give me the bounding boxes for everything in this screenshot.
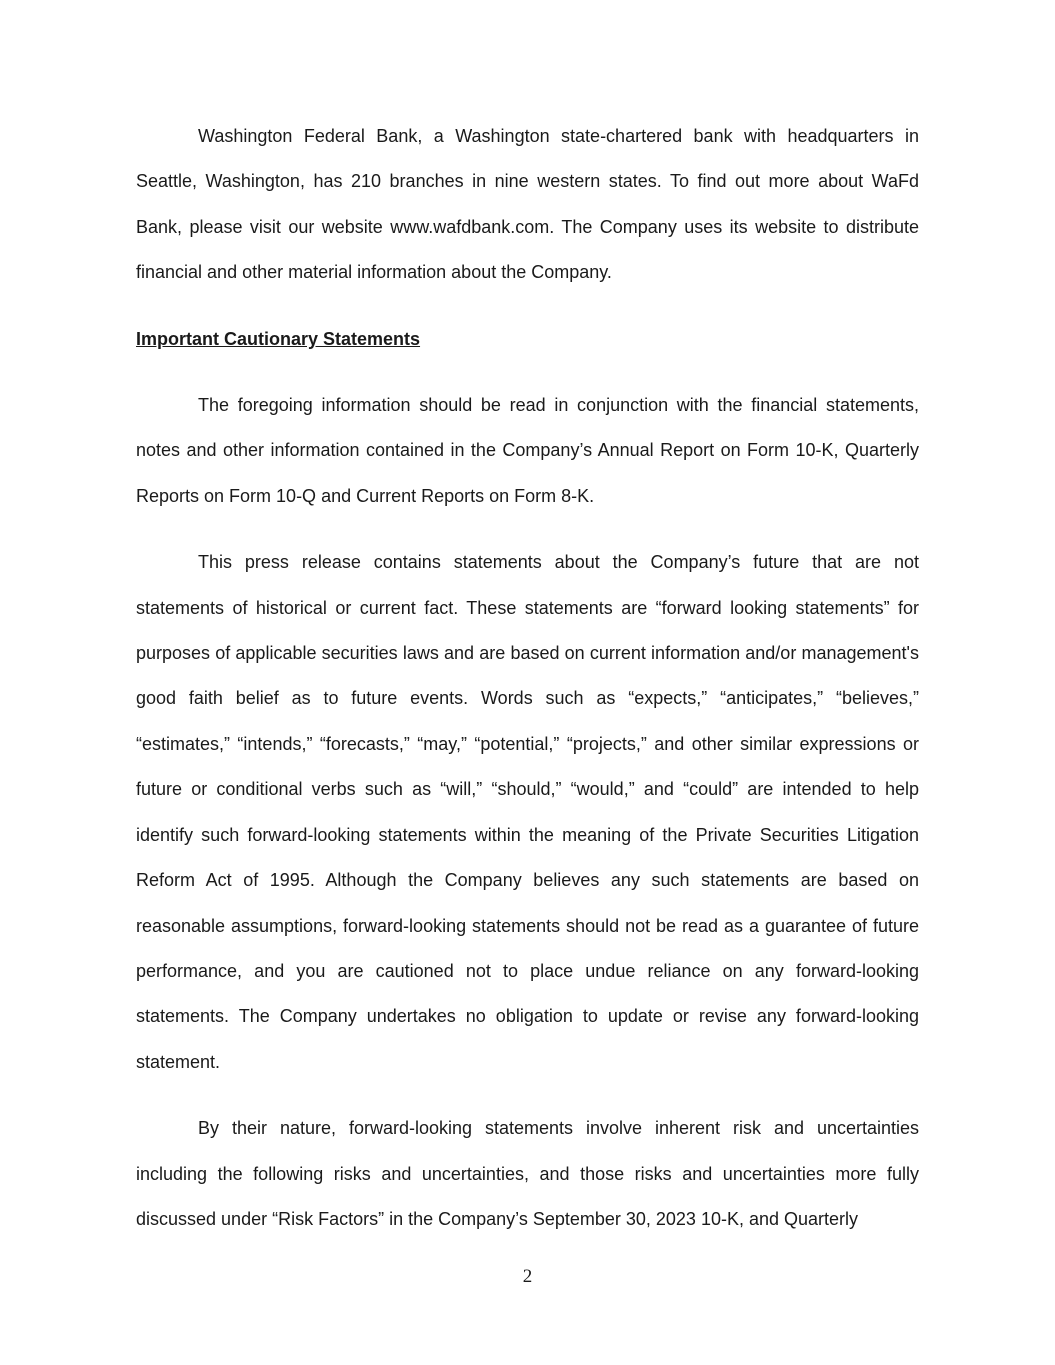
section-heading: Important Cautionary Statements (136, 328, 421, 349)
company-description-paragraph: Washington Federal Bank, a Washington state-chartered bank with headquarters in Seattle, Washington, has 210 branches in nine western states. To find out more about WaFd Bank, please visit our website www.wafdbank.com. The Company uses its website to distribute financial and other material information about the Company. (136, 126, 919, 283)
forward-looking-statements-paragraph: This press release contains statements about the Company’s future that are not statements of historical or current fact. These statements are “forward looking statements” for purposes of applicable securities laws and are based on current information and/or management's good faith belief as to future events. Words such as “expects,” “anticipates,” “believes,” “estimates,” “intends,” “forecasts,” “may,” “potential,” “projects,” and other similar expressions or future or conditional verbs such as “will,” “should,” “would,” and “could” are intended to help identify such forward-looking statements within the meaning of the Private Securities Litigation Reform Act of 1995. Although the Company believes any such statements are based on reasonable assumptions, forward-looking statements should not be read as a guarantee of future performance, and you are cautioned not to place undue reliance on any forward-looking statements. The Company undertakes no obligation to update or revise any forward-looking statement. (136, 552, 919, 1072)
document-body (136, 114, 919, 1242)
risks-and-uncertainties-paragraph: By their nature, forward-looking statements involve inherent risk and uncertainties including the following risks and uncertainties, and those risks and uncertainties more fully discussed under “Risk Factors” in the Company’s September 30, 2023 10-K, and Quarterly (136, 1118, 919, 1229)
foregoing-information-paragraph: The foregoing information should be read in conjunction with the financial statements, notes and other information contained in the Company’s Annual Report on Form 10-K, Quarterly Reports on Form 10-Q and Current Reports on Form 8-K. (136, 395, 919, 506)
page-number: 2 (522, 1266, 533, 1287)
